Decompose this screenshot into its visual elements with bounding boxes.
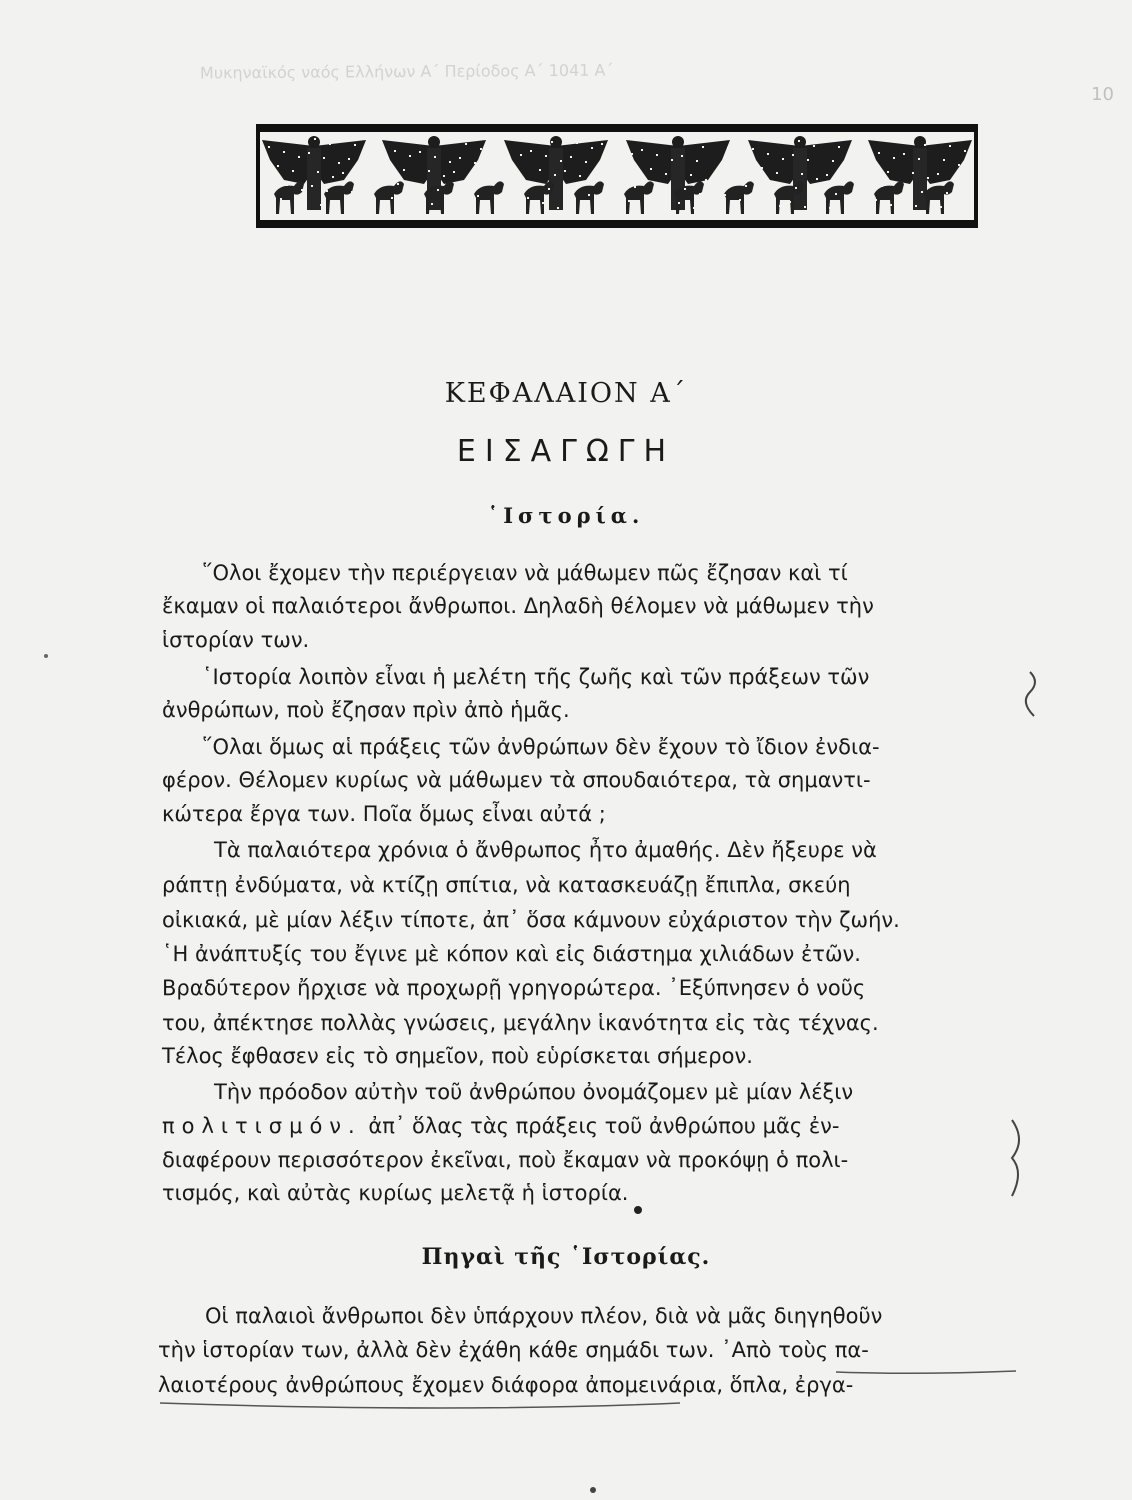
paragraph-line-4: ῾Ιστορία λοιπὸν εἶναι ἡ μελέτη τῆς ζωῆς καὶ τῶν πράξεων τῶν	[202, 665, 870, 689]
spaced-word-politismon: πολιτισμόν.	[162, 1114, 362, 1138]
paragraph-line-18: διαφέρουν περισσότερον ἐκεῖναι, ποὺ ἔκαμαν νὰ προκόψῃ ὁ πολι-	[162, 1148, 849, 1172]
paragraph-line-5: ἀνθρώπων, ποὺ ἔζησαν πρὶν ἀπὸ ἡμᾶς.	[162, 698, 570, 722]
paragraph-line-2: ἔκαμαν οἱ παλαιότεροι ἄνθρωποι. Δηλαδὴ θέλομεν νὰ μάθωμεν τὴν	[162, 594, 874, 618]
section-heading-history: ῾Ιστορία.	[487, 503, 645, 528]
paragraph-line-9: Τὰ παλαιότερα χρόνια ὁ ἄνθρωπος ἦτο ἀμαθής. Δὲν ἤξευρε νὰ	[214, 838, 877, 862]
chapter-heading: ΚΕΦΑΛΑΙΟΝ Α΄	[444, 378, 688, 409]
bleed-through-page-number: 10	[1091, 84, 1114, 105]
paragraph-line-8: κώτερα ἔργα των. Ποῖα ὅμως εἶναι αὐτά ;	[162, 802, 606, 826]
paragraph-line-19: τισμός, καὶ αὐτὰς κυρίως μελετᾷ ἡ ἱστορία.	[162, 1181, 629, 1205]
paragraph-2-line-1: Οἱ παλαιοὶ ἄνθρωποι δὲν ὑπάρχουν πλέον, διὰ νὰ μᾶς διηγηθοῦν	[205, 1304, 883, 1328]
paragraph-line-15: Τέλος ἔφθασεν εἰς τὸ σημεῖον, ποὺ εὑρίσκεται σήμερον.	[162, 1044, 753, 1068]
paragraph-line-7: φέρον. Θέλομεν κυρίως νὰ μάθωμεν τὰ σπουδαιότερα, τὰ σημαντι-	[162, 768, 871, 792]
paragraph-line-10: ράπτῃ ἐνδύματα, νὰ κτίζῃ σπίτια, νὰ κατασκευάζῃ ἔπιπλα, σκεύη	[162, 873, 851, 897]
section-heading-sources: Πηγαὶ τῆς ῾Ιστορίας.	[421, 1244, 711, 1270]
paragraph-line-11: οἰκιακά, μὲ μίαν λέξιν τίποτε, ἀπ᾽ ὅσα κάμνουν εὐχάριστον τὴν ζωήν.	[162, 908, 900, 932]
paragraph-line-13: Βραδύτερον ἤρχισε νὰ προχωρῇ γρηγορώτερα. ᾽Εξύπνησεν ὁ νοῦς	[162, 976, 866, 1000]
bleed-through-header: Μυκηναϊκός ναός Ελλήνων Α΄ Περίοδος Α΄ 1041 Α΄	[199, 60, 614, 83]
paragraph-line-16: Τὴν πρόοδον αὐτὴν τοῦ ἀνθρώπου ὀνομάζομεν μὲ μίαν λέξιν	[214, 1080, 854, 1104]
paragraph-line-12: ῾Η ἀνάπτυξίς του ἔγινε μὲ κόπον καὶ εἰς διάστημα χιλιάδων ἐτῶν.	[162, 942, 861, 966]
paragraph-line-3: ἱστορίαν των.	[162, 628, 310, 652]
page-title: ΕΙΣΑΓΩΓΗ	[456, 434, 676, 469]
paragraph-2-line-2: τὴν ἱστορίαν των, ἀλλὰ δὲν ἐχάθη κάθε σημάδι των. ᾽Απὸ τοὺς πα-	[158, 1338, 869, 1362]
paragraph-line-1: ῞Ολοι ἔχομεν τὴν περιέργειαν νὰ μάθωμεν πῶς ἔζησαν καὶ τί	[202, 561, 848, 585]
paragraph-line-14: του, ἀπέκτησε πολλὰς γνώσεις, μεγάλην ἱκανότητα εἰς τὰς τέχνας.	[162, 1011, 879, 1035]
paragraph-2-line-3: λαιοτέρους ἀνθρώπους ἔχομεν διάφορα ἀπομεινάρια, ὅπλα, ἐργα-	[158, 1373, 854, 1397]
paragraph-line-6: ῞Ολαι ὅμως αἱ πράξεις τῶν ἀνθρώπων δὲν ἔχουν τὸ ἴδιον ἐνδια-	[202, 735, 880, 759]
paragraph-line-17-rest: ἀπ᾽ ὅλας τὰς πράξεις τοῦ ἀνθρώπου μᾶς ἐν-	[368, 1114, 840, 1138]
